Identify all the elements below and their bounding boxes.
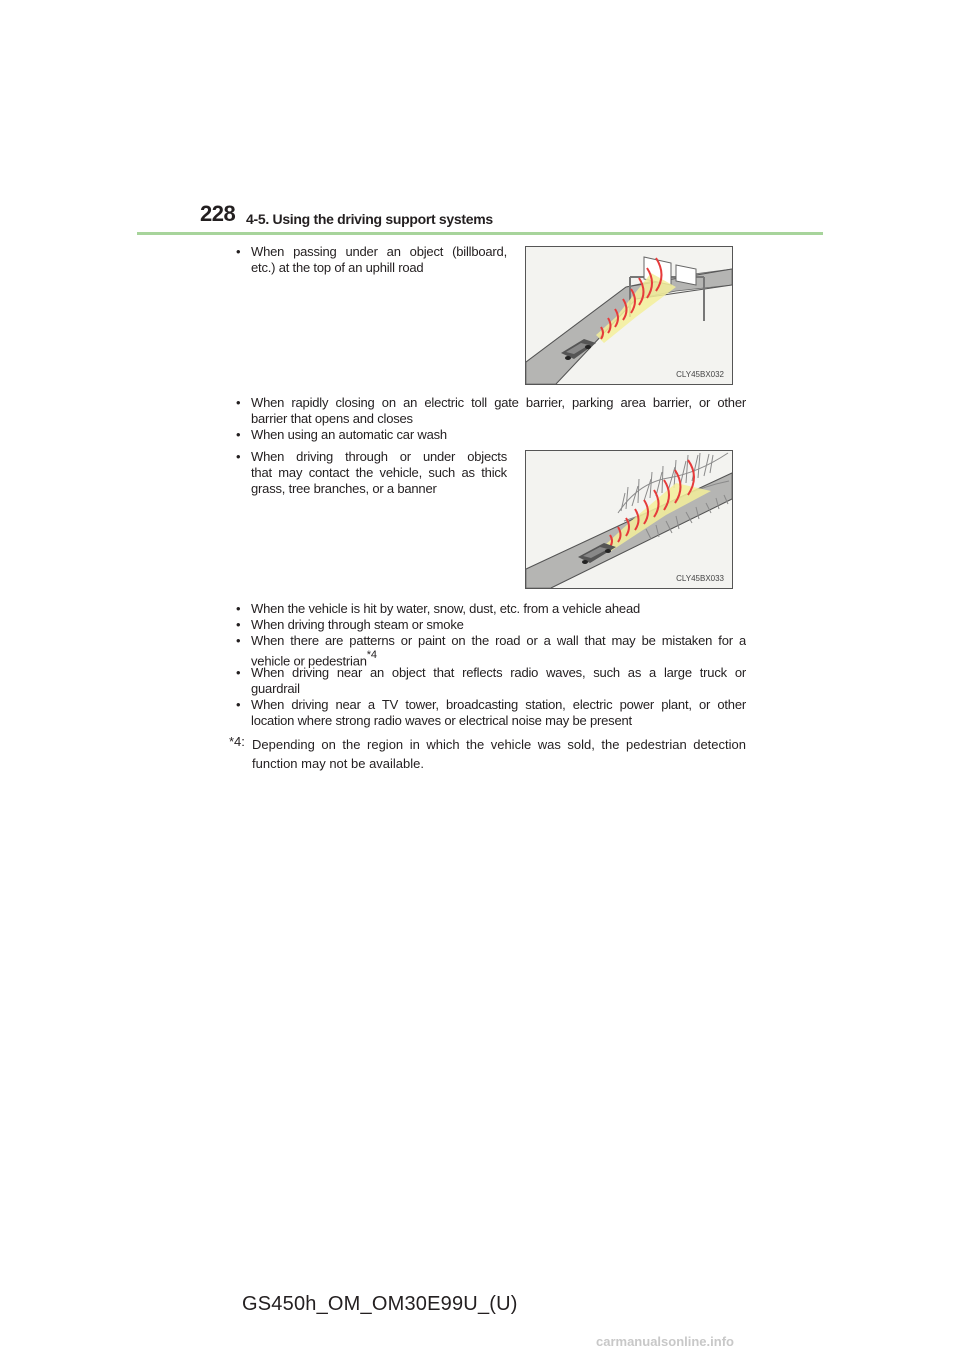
bullet-dot: • (236, 617, 241, 632)
bullet-text: grass, tree branches, or a banner (251, 481, 437, 496)
bullet-text: location where strong radio waves or electrical noise may be present (251, 713, 632, 728)
bullet-dot: • (236, 427, 241, 442)
bullet-dot: • (236, 244, 241, 259)
bullet-text: When driving through or under objects (251, 449, 507, 464)
bullet-text: When there are patterns or paint on the road or a wall that may be mistaken for a (251, 633, 746, 648)
footnote-ref: *4 (366, 649, 377, 661)
figure-grass-branches (525, 450, 733, 589)
bullet-text: When driving through steam or smoke (251, 617, 464, 632)
footnote-mark: *4: (229, 734, 245, 749)
bullet-text: When driving near a TV tower, broadcasting station, electric power plant, or other (251, 697, 746, 712)
bullet-text: barrier that opens and closes (251, 411, 413, 426)
footnote-text: Depending on the region in which the vehicle was sold, the pedestrian detection function may not be available. (252, 737, 746, 771)
bullet-text: When passing under an object (billboard, (251, 244, 507, 259)
figure-code: CLY45BX032 (676, 370, 724, 379)
doc-code: GS450h_OM_OM30E99U_(U) (242, 1293, 518, 1315)
bullet-dot: • (236, 665, 241, 680)
bullet-text: that may contact the vehicle, such as thick (251, 465, 507, 480)
header-rule (137, 232, 823, 235)
bullet-dot: • (236, 633, 241, 648)
page-number: 228 (200, 201, 236, 226)
watermark: carmanualsonline.info (596, 1334, 734, 1349)
bullet-text: When the vehicle is hit by water, snow, dust, etc. from a vehicle ahead (251, 601, 641, 616)
figure-code: CLY45BX033 (676, 574, 724, 583)
bullet-text: etc.) at the top of an uphill road (251, 260, 424, 275)
bullet-dot: • (236, 601, 241, 616)
bullet-dot: • (236, 449, 241, 464)
bullet-text: When driving near an object that reflects radio waves, such as a large truck or (251, 665, 746, 680)
bullet-dot: • (236, 697, 241, 712)
section-title: 4-5. Using the driving support systems (246, 211, 493, 227)
bullet-text: guardrail (251, 681, 300, 696)
bullet-text: When using an automatic car wash (251, 427, 447, 442)
bullet-text: When rapidly closing on an electric toll gate barrier, parking area barrier, or other (251, 395, 746, 410)
grass-branches-illustration (526, 451, 732, 588)
uphill-billboard-illustration (526, 247, 732, 384)
figure-uphill-billboard (525, 246, 733, 385)
bullet-dot: • (236, 395, 241, 410)
bullet-text: vehicle or pedestrian (251, 653, 367, 669)
